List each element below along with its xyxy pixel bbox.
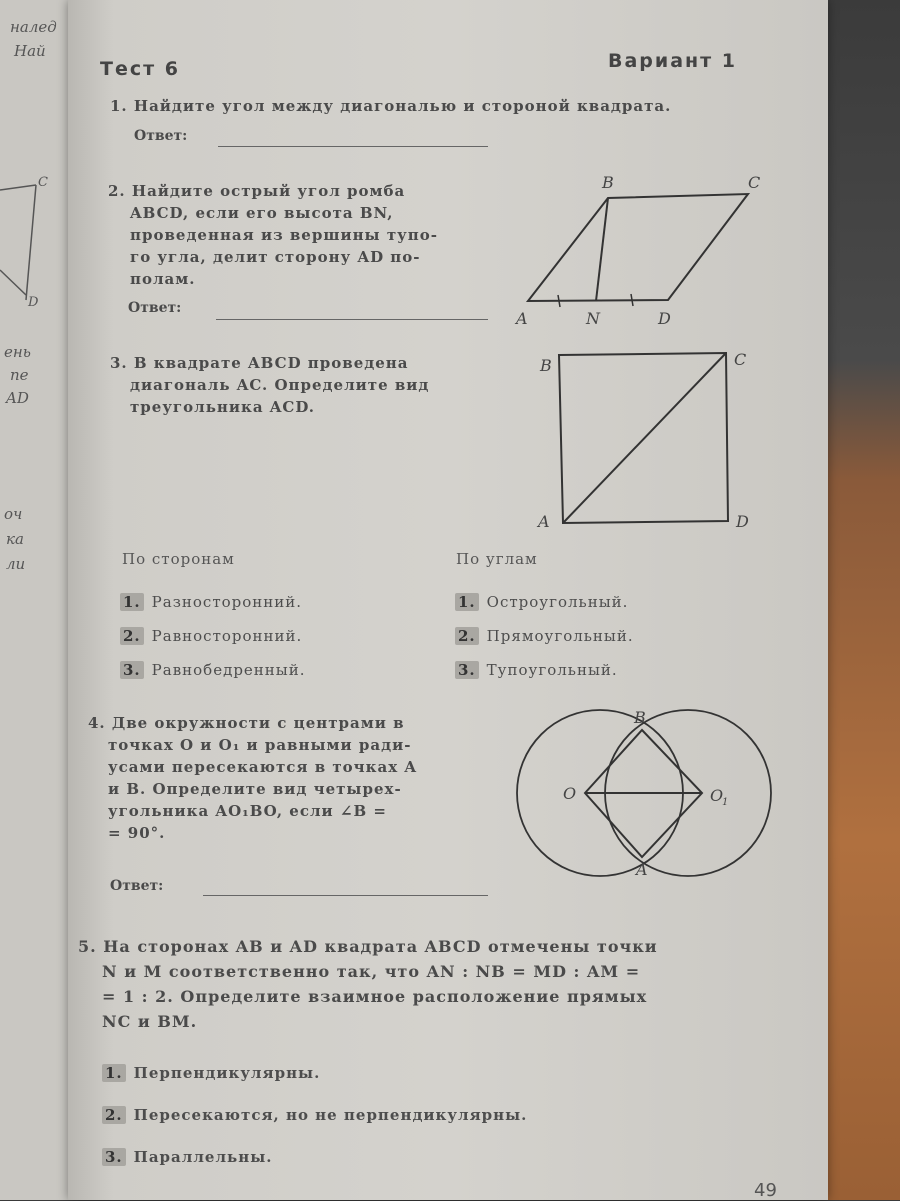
equal-tick	[558, 295, 560, 307]
option-number: 2.	[102, 1106, 126, 1124]
q5-options	[102, 1052, 527, 1178]
rhombus-abcd	[528, 194, 748, 301]
equal-tick	[631, 294, 633, 306]
vertex-label-d: D	[736, 512, 749, 531]
answer-label: Ответ:	[110, 878, 164, 894]
prev-page-fragment: пе	[10, 366, 29, 384]
answer-label: Ответ:	[128, 300, 182, 316]
option-item[interactable]	[102, 1052, 527, 1094]
question-line	[88, 712, 508, 734]
question-text: Две окружности с центрами в	[111, 714, 405, 732]
question-2	[108, 180, 508, 290]
answer-label: Ответ:	[134, 128, 188, 144]
option-item[interactable]	[120, 619, 306, 653]
question-line: усами пересекаются в точках A	[108, 758, 418, 776]
option-number: 1.	[120, 593, 144, 611]
question-line: угольника AO₁BO, если ∠B =	[108, 802, 387, 820]
point-label-o1-subscript: 1	[722, 797, 729, 808]
question-line: N и M соответственно так, что AN : NB = MD : AM =	[102, 962, 641, 981]
vertex-label-c: C	[748, 173, 761, 192]
question-line	[110, 352, 510, 374]
question-number: 4.	[88, 714, 106, 732]
option-item[interactable]	[102, 1094, 527, 1136]
option-number: 2.	[455, 627, 479, 645]
question-line	[108, 180, 508, 202]
prev-page-fragment: C	[38, 175, 48, 190]
variant-title: Вариант 1	[608, 50, 738, 72]
desk-background	[820, 0, 900, 1200]
question-line: треугольника ACD.	[130, 398, 316, 416]
answer-line[interactable]	[218, 146, 488, 147]
option-item[interactable]	[455, 585, 634, 619]
question-line: ABCD, если его высота BN,	[130, 204, 394, 222]
question-line	[78, 934, 778, 959]
question-3	[110, 352, 510, 418]
option-text: Пересекаются, но не перпендикулярны.	[133, 1106, 528, 1124]
option-text: Разносторонний.	[151, 593, 303, 611]
vertex-label-b: B	[602, 173, 614, 192]
workbook-page	[68, 0, 828, 1200]
question-5	[78, 934, 778, 1034]
angles-options	[455, 585, 634, 687]
question-number: 2.	[108, 182, 126, 200]
question-number: 3.	[110, 354, 128, 372]
vertex-label-c: C	[734, 350, 747, 369]
column-head-sides: По сторонам	[122, 550, 235, 568]
question-line: NC и BM.	[102, 1012, 198, 1031]
question-text: Найдите острый угол ромба	[131, 182, 406, 200]
option-number: 3.	[455, 661, 479, 679]
option-number: 3.	[120, 661, 144, 679]
column-head-angles: По углам	[456, 550, 538, 568]
question-line: диагональ AC. Определите вид	[130, 376, 430, 394]
question-line: го угла, делит сторону AD по-	[130, 248, 421, 266]
option-text: Перпендикулярны.	[133, 1064, 321, 1082]
option-text: Прямоугольный.	[486, 627, 634, 645]
option-item[interactable]	[102, 1136, 527, 1178]
answer-line[interactable]	[203, 895, 488, 896]
prev-page-fragment: Най	[14, 42, 46, 60]
question-line: проведенная из вершины тупо-	[130, 226, 438, 244]
option-text: Равносторонний.	[151, 627, 303, 645]
question-line: полам.	[130, 270, 196, 288]
vertex-label-a: A	[538, 512, 550, 531]
prev-page-fragment: ка	[6, 530, 24, 548]
question-line: = 90°.	[108, 824, 166, 842]
question-text: В квадрате ABCD проведена	[133, 354, 409, 372]
option-text: Равнобедренный.	[151, 661, 306, 679]
question-line: и B. Определите вид четырех-	[108, 780, 402, 798]
option-item[interactable]	[455, 653, 634, 687]
prev-page-fragment: D	[28, 295, 39, 310]
circles-figure	[508, 705, 778, 885]
option-text: Остроугольный.	[486, 593, 629, 611]
question-4	[88, 712, 508, 844]
square-figure	[528, 345, 778, 535]
question-number: 1.	[110, 97, 128, 115]
question-text: На сторонах AB и AD квадрата ABCD отмечены точки	[103, 937, 658, 956]
question-line: = 1 : 2. Определите взаимное расположение прямых	[102, 987, 648, 1006]
page-number: 49	[754, 1180, 777, 1201]
point-label-b: B	[634, 708, 646, 727]
prev-page-fragment: AD	[6, 389, 29, 407]
vertex-label-d: D	[658, 309, 671, 328]
prev-page-figure	[0, 170, 60, 310]
point-label-n: N	[586, 309, 600, 328]
height-bn	[596, 198, 608, 301]
prev-page-fragment: оч	[4, 505, 23, 523]
point-label-a: A	[636, 860, 648, 879]
point-label-o: O	[563, 784, 577, 803]
option-item[interactable]	[455, 619, 634, 653]
vertex-label-a: A	[516, 309, 528, 328]
rhombus-figure	[508, 168, 768, 328]
option-item[interactable]	[120, 653, 306, 687]
point-label-o1: O	[710, 786, 724, 805]
test-title: Тест 6	[100, 58, 180, 80]
question-number: 5.	[78, 937, 97, 956]
prev-page-fragment: ень	[4, 343, 31, 361]
option-item[interactable]	[120, 585, 306, 619]
diagonal-ac	[563, 353, 726, 523]
previous-page-edge	[0, 0, 70, 1200]
option-number: 1.	[102, 1064, 126, 1082]
option-text: Тупоугольный.	[486, 661, 618, 679]
option-number: 2.	[120, 627, 144, 645]
prev-page-fragment: ли	[6, 555, 26, 573]
sides-options	[120, 585, 306, 687]
question-1	[110, 95, 770, 117]
answer-line[interactable]	[216, 319, 488, 320]
option-number: 1.	[455, 593, 479, 611]
option-number: 3.	[102, 1148, 126, 1166]
question-text: Найдите угол между диагональю и стороной квадрата.	[133, 97, 672, 115]
question-line: точках O и O₁ и равными ради-	[108, 736, 412, 754]
prev-page-fragment: налед	[10, 18, 57, 36]
vertex-label-b: B	[540, 356, 552, 375]
option-text: Параллельны.	[133, 1148, 273, 1166]
